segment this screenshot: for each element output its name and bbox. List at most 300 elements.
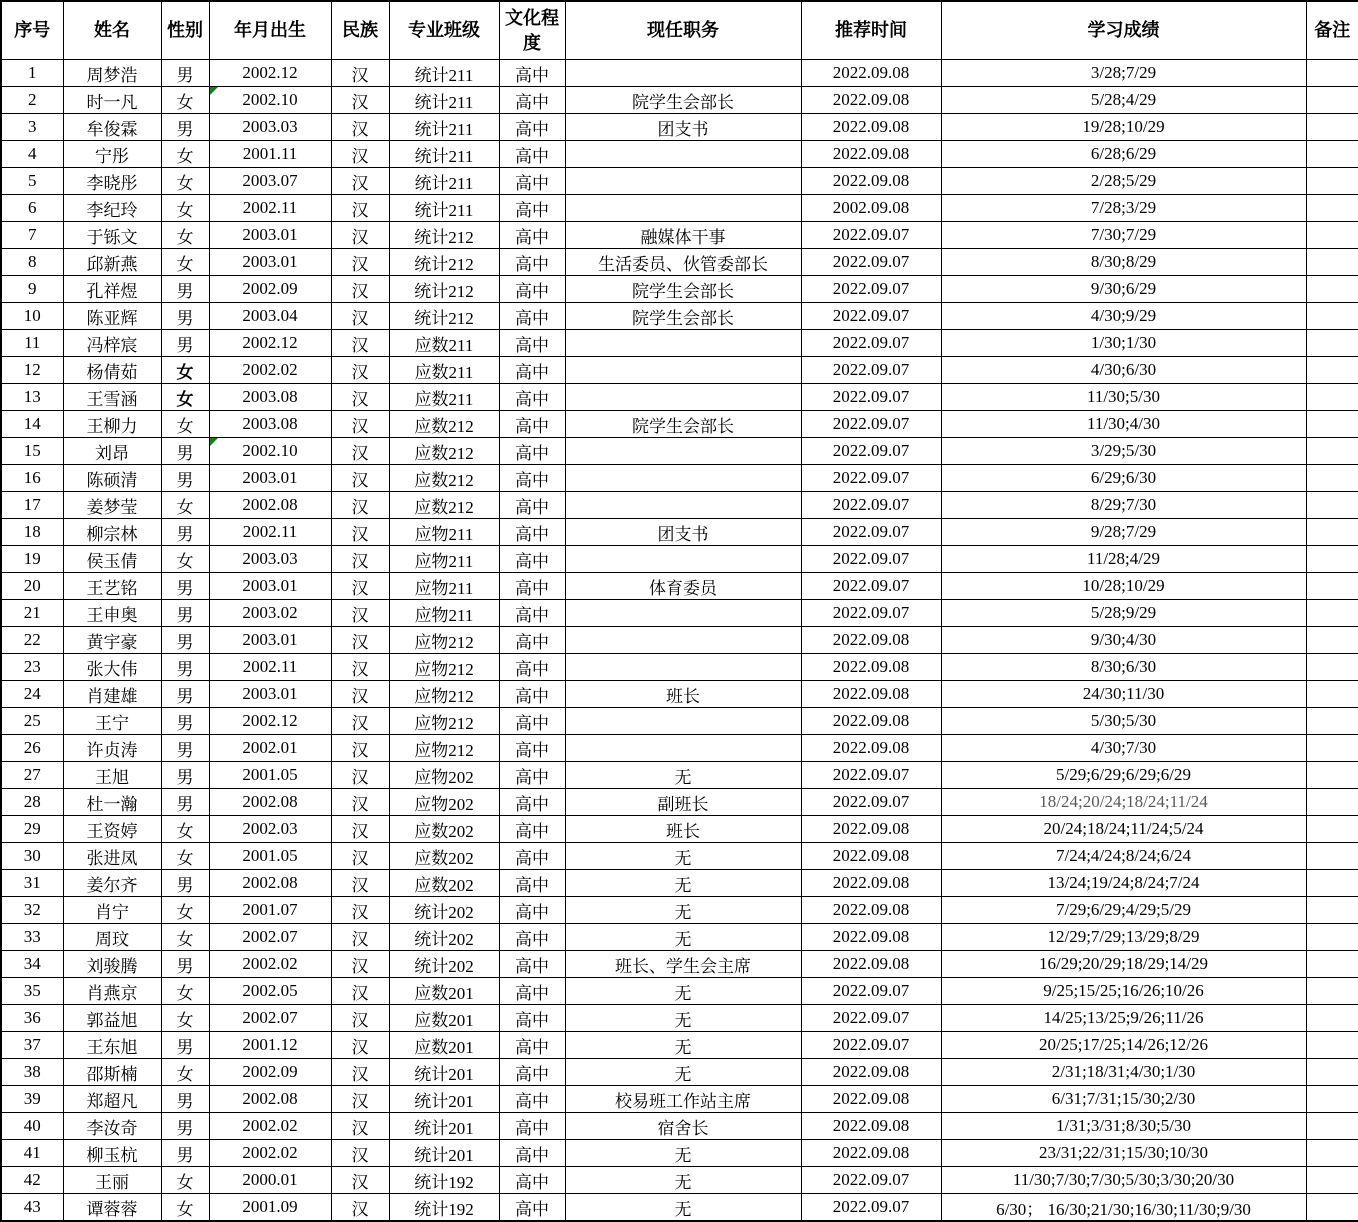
cell-class[interactable]: 统计201 — [389, 1113, 499, 1140]
cell-name[interactable]: 刘骏腾 — [63, 951, 161, 978]
cell-class[interactable]: 统计202 — [389, 924, 499, 951]
cell-scores[interactable]: 5/30;5/30 — [941, 708, 1306, 735]
cell-class[interactable]: 应数202 — [389, 870, 499, 897]
cell-gender[interactable]: 女 — [161, 195, 209, 222]
cell-class[interactable]: 应数212 — [389, 438, 499, 465]
cell-remark[interactable] — [1306, 222, 1358, 249]
cell-gender[interactable]: 女 — [161, 249, 209, 276]
cell-name[interactable]: 姜尔齐 — [63, 870, 161, 897]
cell-class[interactable]: 统计202 — [389, 951, 499, 978]
cell-position[interactable] — [565, 330, 801, 357]
cell-ethnicity[interactable]: 汉 — [331, 519, 389, 546]
cell-class[interactable]: 应物212 — [389, 654, 499, 681]
cell-education[interactable]: 高中 — [499, 708, 565, 735]
cell-class[interactable]: 应物202 — [389, 789, 499, 816]
cell-ethnicity[interactable]: 汉 — [331, 627, 389, 654]
cell-gender[interactable]: 男 — [161, 708, 209, 735]
cell-recommend-date[interactable]: 2022.09.07 — [801, 789, 941, 816]
cell-class[interactable]: 应物211 — [389, 519, 499, 546]
cell-ethnicity[interactable]: 汉 — [331, 303, 389, 330]
cell-gender[interactable]: 女 — [161, 141, 209, 168]
cell-index[interactable]: 37 — [1, 1032, 63, 1059]
cell-education[interactable]: 高中 — [499, 276, 565, 303]
cell-recommend-date[interactable]: 2022.09.08 — [801, 816, 941, 843]
cell-remark[interactable] — [1306, 546, 1358, 573]
header-remark[interactable]: 备注 — [1306, 1, 1358, 60]
cell-education[interactable]: 高中 — [499, 1086, 565, 1113]
cell-recommend-date[interactable]: 2022.09.08 — [801, 1113, 941, 1140]
cell-birth[interactable]: 2002.12 — [209, 330, 331, 357]
cell-index[interactable]: 18 — [1, 519, 63, 546]
cell-position[interactable]: 无 — [565, 1032, 801, 1059]
cell-birth[interactable]: 2001.05 — [209, 843, 331, 870]
cell-name[interactable]: 肖宁 — [63, 897, 161, 924]
cell-scores[interactable]: 3/28;7/29 — [941, 60, 1306, 87]
cell-recommend-date[interactable]: 2022.09.08 — [801, 60, 941, 87]
cell-name[interactable]: 王柳力 — [63, 411, 161, 438]
cell-ethnicity[interactable]: 汉 — [331, 87, 389, 114]
cell-birth[interactable]: 2002.07 — [209, 924, 331, 951]
cell-birth[interactable]: 2003.01 — [209, 249, 331, 276]
cell-birth[interactable]: 2002.08 — [209, 1086, 331, 1113]
cell-birth[interactable]: 2002.11 — [209, 519, 331, 546]
cell-scores[interactable]: 6/30； 16/30;21/30;16/30;11/30;9/30 — [941, 1194, 1306, 1222]
cell-position[interactable]: 校易班工作站主席 — [565, 1086, 801, 1113]
cell-position[interactable]: 体育委员 — [565, 573, 801, 600]
cell-index[interactable]: 5 — [1, 168, 63, 195]
cell-ethnicity[interactable]: 汉 — [331, 573, 389, 600]
cell-class[interactable]: 应物211 — [389, 573, 499, 600]
cell-birth[interactable]: 2002.12 — [209, 60, 331, 87]
cell-remark[interactable] — [1306, 438, 1358, 465]
cell-ethnicity[interactable]: 汉 — [331, 60, 389, 87]
cell-birth[interactable]: 2002.09 — [209, 1059, 331, 1086]
cell-education[interactable]: 高中 — [499, 1194, 565, 1222]
cell-recommend-date[interactable]: 2022.09.07 — [801, 438, 941, 465]
cell-class[interactable]: 统计212 — [389, 303, 499, 330]
cell-birth[interactable]: 2001.09 — [209, 1194, 331, 1222]
cell-ethnicity[interactable]: 汉 — [331, 249, 389, 276]
cell-gender[interactable]: 女 — [161, 222, 209, 249]
cell-name[interactable]: 杨倩茹 — [63, 357, 161, 384]
cell-birth[interactable]: 2003.03 — [209, 114, 331, 141]
cell-recommend-date[interactable]: 2022.09.07 — [801, 276, 941, 303]
cell-name[interactable]: 周梦浩 — [63, 60, 161, 87]
cell-class[interactable]: 应数211 — [389, 330, 499, 357]
cell-ethnicity[interactable]: 汉 — [331, 870, 389, 897]
cell-remark[interactable] — [1306, 384, 1358, 411]
cell-education[interactable]: 高中 — [499, 978, 565, 1005]
cell-ethnicity[interactable]: 汉 — [331, 465, 389, 492]
cell-position[interactable]: 无 — [565, 843, 801, 870]
cell-position[interactable]: 班长 — [565, 816, 801, 843]
cell-recommend-date[interactable]: 2022.09.08 — [801, 843, 941, 870]
cell-index[interactable]: 22 — [1, 627, 63, 654]
cell-gender[interactable]: 男 — [161, 1032, 209, 1059]
cell-gender[interactable]: 男 — [161, 114, 209, 141]
cell-ethnicity[interactable]: 汉 — [331, 1113, 389, 1140]
cell-index[interactable]: 23 — [1, 654, 63, 681]
cell-name[interactable]: 郭益旭 — [63, 1005, 161, 1032]
cell-position[interactable] — [565, 195, 801, 222]
cell-education[interactable]: 高中 — [499, 681, 565, 708]
cell-scores[interactable]: 11/30;7/30;7/30;5/30;3/30;20/30 — [941, 1167, 1306, 1194]
cell-gender[interactable]: 男 — [161, 681, 209, 708]
cell-index[interactable]: 11 — [1, 330, 63, 357]
cell-ethnicity[interactable]: 汉 — [331, 924, 389, 951]
cell-recommend-date[interactable]: 2022.09.08 — [801, 114, 941, 141]
cell-education[interactable]: 高中 — [499, 411, 565, 438]
cell-scores[interactable]: 11/30;5/30 — [941, 384, 1306, 411]
cell-class[interactable]: 统计211 — [389, 141, 499, 168]
cell-name[interactable]: 肖燕京 — [63, 978, 161, 1005]
cell-remark[interactable] — [1306, 249, 1358, 276]
cell-education[interactable]: 高中 — [499, 195, 565, 222]
cell-ethnicity[interactable]: 汉 — [331, 1086, 389, 1113]
cell-name[interactable]: 王申奥 — [63, 600, 161, 627]
cell-recommend-date[interactable]: 2022.09.07 — [801, 357, 941, 384]
cell-scores[interactable]: 4/30;7/30 — [941, 735, 1306, 762]
cell-recommend-date[interactable]: 2022.09.07 — [801, 303, 941, 330]
cell-gender[interactable]: 男 — [161, 1086, 209, 1113]
cell-gender[interactable]: 男 — [161, 600, 209, 627]
cell-recommend-date[interactable]: 2022.09.07 — [801, 1032, 941, 1059]
cell-education[interactable]: 高中 — [499, 141, 565, 168]
cell-index[interactable]: 35 — [1, 978, 63, 1005]
cell-class[interactable]: 应数202 — [389, 843, 499, 870]
cell-scores[interactable]: 11/28;4/29 — [941, 546, 1306, 573]
cell-gender[interactable]: 男 — [161, 762, 209, 789]
cell-ethnicity[interactable]: 汉 — [331, 897, 389, 924]
cell-education[interactable]: 高中 — [499, 222, 565, 249]
cell-remark[interactable] — [1306, 1059, 1358, 1086]
cell-position[interactable] — [565, 627, 801, 654]
cell-scores[interactable]: 8/29;7/30 — [941, 492, 1306, 519]
cell-name[interactable]: 李汝奇 — [63, 1113, 161, 1140]
cell-remark[interactable] — [1306, 1194, 1358, 1222]
cell-index[interactable]: 1 — [1, 60, 63, 87]
cell-position[interactable] — [565, 492, 801, 519]
cell-position[interactable] — [565, 600, 801, 627]
cell-class[interactable]: 应数212 — [389, 411, 499, 438]
cell-scores[interactable]: 9/25;15/25;16/26;10/26 — [941, 978, 1306, 1005]
cell-name[interactable]: 柳宗林 — [63, 519, 161, 546]
cell-position[interactable]: 班长、学生会主席 — [565, 951, 801, 978]
cell-index[interactable]: 6 — [1, 195, 63, 222]
cell-remark[interactable] — [1306, 492, 1358, 519]
cell-index[interactable]: 39 — [1, 1086, 63, 1113]
cell-remark[interactable] — [1306, 978, 1358, 1005]
cell-scores[interactable]: 1/31;3/31;8/30;5/30 — [941, 1113, 1306, 1140]
cell-class[interactable]: 应数212 — [389, 492, 499, 519]
cell-remark[interactable] — [1306, 330, 1358, 357]
cell-education[interactable]: 高中 — [499, 1032, 565, 1059]
cell-recommend-date[interactable]: 2022.09.08 — [801, 708, 941, 735]
cell-position[interactable]: 无 — [565, 924, 801, 951]
cell-education[interactable]: 高中 — [499, 870, 565, 897]
cell-name[interactable]: 杜一瀚 — [63, 789, 161, 816]
cell-position[interactable]: 无 — [565, 897, 801, 924]
cell-education[interactable]: 高中 — [499, 1005, 565, 1032]
cell-recommend-date[interactable]: 2022.09.08 — [801, 951, 941, 978]
cell-index[interactable]: 36 — [1, 1005, 63, 1032]
cell-scores[interactable]: 24/30;11/30 — [941, 681, 1306, 708]
cell-ethnicity[interactable]: 汉 — [331, 978, 389, 1005]
cell-recommend-date[interactable]: 2022.09.08 — [801, 627, 941, 654]
cell-class[interactable]: 统计211 — [389, 195, 499, 222]
cell-remark[interactable] — [1306, 303, 1358, 330]
cell-ethnicity[interactable]: 汉 — [331, 681, 389, 708]
cell-position[interactable] — [565, 546, 801, 573]
cell-class[interactable]: 统计212 — [389, 222, 499, 249]
cell-ethnicity[interactable]: 汉 — [331, 816, 389, 843]
cell-class[interactable]: 统计192 — [389, 1167, 499, 1194]
cell-recommend-date[interactable]: 2022.09.07 — [801, 411, 941, 438]
cell-class[interactable]: 统计212 — [389, 249, 499, 276]
cell-index[interactable]: 3 — [1, 114, 63, 141]
cell-education[interactable]: 高中 — [499, 573, 565, 600]
cell-birth[interactable]: 2003.01 — [209, 222, 331, 249]
cell-birth[interactable]: 2002.02 — [209, 1140, 331, 1167]
cell-gender[interactable]: 男 — [161, 330, 209, 357]
cell-remark[interactable] — [1306, 573, 1358, 600]
cell-name[interactable]: 陈硕清 — [63, 465, 161, 492]
cell-scores[interactable]: 3/29;5/30 — [941, 438, 1306, 465]
header-gender[interactable]: 性别 — [161, 1, 209, 60]
cell-remark[interactable] — [1306, 1032, 1358, 1059]
cell-index[interactable]: 16 — [1, 465, 63, 492]
cell-remark[interactable] — [1306, 465, 1358, 492]
cell-name[interactable]: 黄宇豪 — [63, 627, 161, 654]
cell-education[interactable]: 高中 — [499, 897, 565, 924]
cell-ethnicity[interactable]: 汉 — [331, 195, 389, 222]
cell-education[interactable]: 高中 — [499, 762, 565, 789]
cell-scores[interactable]: 7/30;7/29 — [941, 222, 1306, 249]
cell-class[interactable]: 应数201 — [389, 978, 499, 1005]
cell-scores[interactable]: 10/28;10/29 — [941, 573, 1306, 600]
cell-index[interactable]: 42 — [1, 1167, 63, 1194]
cell-scores[interactable]: 8/30;8/29 — [941, 249, 1306, 276]
header-class[interactable]: 专业班级 — [389, 1, 499, 60]
cell-education[interactable]: 高中 — [499, 1140, 565, 1167]
cell-recommend-date[interactable]: 2022.09.07 — [801, 465, 941, 492]
cell-index[interactable]: 25 — [1, 708, 63, 735]
cell-remark[interactable] — [1306, 870, 1358, 897]
cell-index[interactable]: 31 — [1, 870, 63, 897]
cell-education[interactable]: 高中 — [499, 1167, 565, 1194]
cell-education[interactable]: 高中 — [499, 1113, 565, 1140]
cell-gender[interactable]: 男 — [161, 627, 209, 654]
cell-ethnicity[interactable]: 汉 — [331, 789, 389, 816]
cell-position[interactable]: 院学生会部长 — [565, 87, 801, 114]
cell-ethnicity[interactable]: 汉 — [331, 357, 389, 384]
cell-ethnicity[interactable]: 汉 — [331, 654, 389, 681]
cell-education[interactable]: 高中 — [499, 357, 565, 384]
cell-gender[interactable]: 男 — [161, 654, 209, 681]
cell-gender[interactable]: 男 — [161, 303, 209, 330]
cell-class[interactable]: 应物212 — [389, 681, 499, 708]
cell-scores[interactable]: 19/28;10/29 — [941, 114, 1306, 141]
cell-index[interactable]: 7 — [1, 222, 63, 249]
cell-education[interactable]: 高中 — [499, 1059, 565, 1086]
cell-scores[interactable]: 23/31;22/31;15/30;10/30 — [941, 1140, 1306, 1167]
cell-name[interactable]: 张大伟 — [63, 654, 161, 681]
cell-position[interactable] — [565, 708, 801, 735]
cell-position[interactable]: 生活委员、伙管委部长 — [565, 249, 801, 276]
cell-education[interactable]: 高中 — [499, 492, 565, 519]
cell-scores[interactable]: 13/24;19/24;8/24;7/24 — [941, 870, 1306, 897]
cell-scores[interactable]: 7/29;6/29;4/29;5/29 — [941, 897, 1306, 924]
cell-position[interactable]: 无 — [565, 978, 801, 1005]
cell-education[interactable]: 高中 — [499, 384, 565, 411]
cell-education[interactable]: 高中 — [499, 249, 565, 276]
cell-name[interactable]: 王东旭 — [63, 1032, 161, 1059]
cell-name[interactable]: 邱新燕 — [63, 249, 161, 276]
cell-education[interactable]: 高中 — [499, 438, 565, 465]
cell-birth[interactable]: 2003.08 — [209, 384, 331, 411]
cell-gender[interactable]: 女 — [161, 816, 209, 843]
cell-class[interactable]: 应物212 — [389, 735, 499, 762]
cell-recommend-date[interactable]: 2022.09.08 — [801, 1086, 941, 1113]
cell-name[interactable]: 张进凤 — [63, 843, 161, 870]
cell-ethnicity[interactable]: 汉 — [331, 1005, 389, 1032]
cell-recommend-date[interactable]: 2022.09.08 — [801, 141, 941, 168]
cell-index[interactable]: 26 — [1, 735, 63, 762]
cell-remark[interactable] — [1306, 708, 1358, 735]
cell-gender[interactable]: 女 — [161, 1194, 209, 1222]
cell-gender[interactable]: 男 — [161, 573, 209, 600]
cell-recommend-date[interactable]: 2022.09.07 — [801, 978, 941, 1005]
header-name[interactable]: 姓名 — [63, 1, 161, 60]
cell-gender[interactable]: 女 — [161, 897, 209, 924]
cell-ethnicity[interactable]: 汉 — [331, 222, 389, 249]
cell-position[interactable] — [565, 438, 801, 465]
cell-remark[interactable] — [1306, 1140, 1358, 1167]
cell-education[interactable]: 高中 — [499, 600, 565, 627]
cell-position[interactable]: 无 — [565, 1140, 801, 1167]
cell-position[interactable] — [565, 654, 801, 681]
cell-position[interactable]: 无 — [565, 1059, 801, 1086]
cell-name[interactable]: 李纪玲 — [63, 195, 161, 222]
cell-remark[interactable] — [1306, 681, 1358, 708]
cell-name[interactable]: 郑超凡 — [63, 1086, 161, 1113]
header-birth[interactable]: 年月出生 — [209, 1, 331, 60]
cell-index[interactable]: 4 — [1, 141, 63, 168]
cell-position[interactable] — [565, 735, 801, 762]
cell-position[interactable]: 无 — [565, 870, 801, 897]
cell-ethnicity[interactable]: 汉 — [331, 546, 389, 573]
cell-remark[interactable] — [1306, 735, 1358, 762]
cell-birth[interactable]: 2002.08 — [209, 492, 331, 519]
cell-ethnicity[interactable]: 汉 — [331, 330, 389, 357]
cell-remark[interactable] — [1306, 1113, 1358, 1140]
cell-birth[interactable]: 2001.12 — [209, 1032, 331, 1059]
header-ethnicity[interactable]: 民族 — [331, 1, 389, 60]
cell-remark[interactable] — [1306, 816, 1358, 843]
cell-scores[interactable]: 5/28;4/29 — [941, 87, 1306, 114]
cell-recommend-date[interactable]: 2022.09.08 — [801, 654, 941, 681]
cell-name[interactable]: 于铄文 — [63, 222, 161, 249]
cell-scores[interactable]: 4/30;9/29 — [941, 303, 1306, 330]
cell-position[interactable]: 无 — [565, 1005, 801, 1032]
cell-remark[interactable] — [1306, 627, 1358, 654]
cell-recommend-date[interactable]: 2022.09.08 — [801, 1059, 941, 1086]
cell-gender[interactable]: 男 — [161, 1113, 209, 1140]
cell-ethnicity[interactable]: 汉 — [331, 1140, 389, 1167]
cell-remark[interactable] — [1306, 87, 1358, 114]
cell-birth[interactable]: 2002.12 — [209, 708, 331, 735]
cell-recommend-date[interactable]: 2022.09.07 — [801, 600, 941, 627]
cell-gender[interactable]: 女 — [161, 1005, 209, 1032]
cell-remark[interactable] — [1306, 951, 1358, 978]
cell-gender[interactable]: 男 — [161, 951, 209, 978]
cell-gender[interactable]: 男 — [161, 789, 209, 816]
cell-recommend-date[interactable]: 2022.09.07 — [801, 249, 941, 276]
cell-name[interactable]: 姜梦莹 — [63, 492, 161, 519]
cell-scores[interactable]: 20/25;17/25;14/26;12/26 — [941, 1032, 1306, 1059]
cell-name[interactable]: 王旭 — [63, 762, 161, 789]
cell-index[interactable]: 40 — [1, 1113, 63, 1140]
cell-remark[interactable] — [1306, 141, 1358, 168]
cell-index[interactable]: 34 — [1, 951, 63, 978]
cell-recommend-date[interactable]: 2022.09.07 — [801, 492, 941, 519]
cell-birth[interactable]: 2002.11 — [209, 195, 331, 222]
cell-scores[interactable]: 4/30;6/30 — [941, 357, 1306, 384]
cell-ethnicity[interactable]: 汉 — [331, 492, 389, 519]
cell-position[interactable]: 宿舍长 — [565, 1113, 801, 1140]
cell-recommend-date[interactable]: 2022.09.08 — [801, 681, 941, 708]
cell-birth[interactable]: 2003.01 — [209, 681, 331, 708]
cell-education[interactable]: 高中 — [499, 168, 565, 195]
cell-ethnicity[interactable]: 汉 — [331, 1167, 389, 1194]
cell-name[interactable]: 柳玉杭 — [63, 1140, 161, 1167]
cell-gender[interactable]: 女 — [161, 384, 209, 411]
cell-class[interactable]: 应数211 — [389, 357, 499, 384]
cell-index[interactable]: 38 — [1, 1059, 63, 1086]
cell-education[interactable]: 高中 — [499, 924, 565, 951]
cell-ethnicity[interactable]: 汉 — [331, 762, 389, 789]
cell-birth[interactable]: 2003.03 — [209, 546, 331, 573]
cell-name[interactable]: 时一凡 — [63, 87, 161, 114]
cell-gender[interactable]: 男 — [161, 465, 209, 492]
cell-class[interactable]: 统计211 — [389, 168, 499, 195]
cell-recommend-date[interactable]: 2022.09.07 — [801, 222, 941, 249]
cell-position[interactable]: 团支书 — [565, 114, 801, 141]
cell-class[interactable]: 应物211 — [389, 546, 499, 573]
cell-recommend-date[interactable]: 2022.09.07 — [801, 573, 941, 600]
cell-scores[interactable]: 9/30;4/30 — [941, 627, 1306, 654]
cell-gender[interactable]: 女 — [161, 168, 209, 195]
cell-class[interactable]: 应物202 — [389, 762, 499, 789]
cell-gender[interactable]: 男 — [161, 1140, 209, 1167]
cell-education[interactable]: 高中 — [499, 465, 565, 492]
header-recommend-date[interactable]: 推荐时间 — [801, 1, 941, 60]
cell-birth[interactable]: 2002.05 — [209, 978, 331, 1005]
cell-birth[interactable]: 2002.08 — [209, 870, 331, 897]
cell-class[interactable]: 应数211 — [389, 384, 499, 411]
cell-name[interactable]: 谭蓉蓉 — [63, 1194, 161, 1222]
cell-index[interactable]: 30 — [1, 843, 63, 870]
cell-index[interactable]: 43 — [1, 1194, 63, 1222]
cell-birth[interactable]: 2003.01 — [209, 465, 331, 492]
cell-education[interactable]: 高中 — [499, 303, 565, 330]
cell-gender[interactable]: 女 — [161, 357, 209, 384]
cell-education[interactable]: 高中 — [499, 546, 565, 573]
cell-birth[interactable]: 2002.10 — [209, 87, 331, 114]
cell-name[interactable]: 周玟 — [63, 924, 161, 951]
cell-scores[interactable]: 2/31;18/31;4/30;1/30 — [941, 1059, 1306, 1086]
cell-remark[interactable] — [1306, 1086, 1358, 1113]
